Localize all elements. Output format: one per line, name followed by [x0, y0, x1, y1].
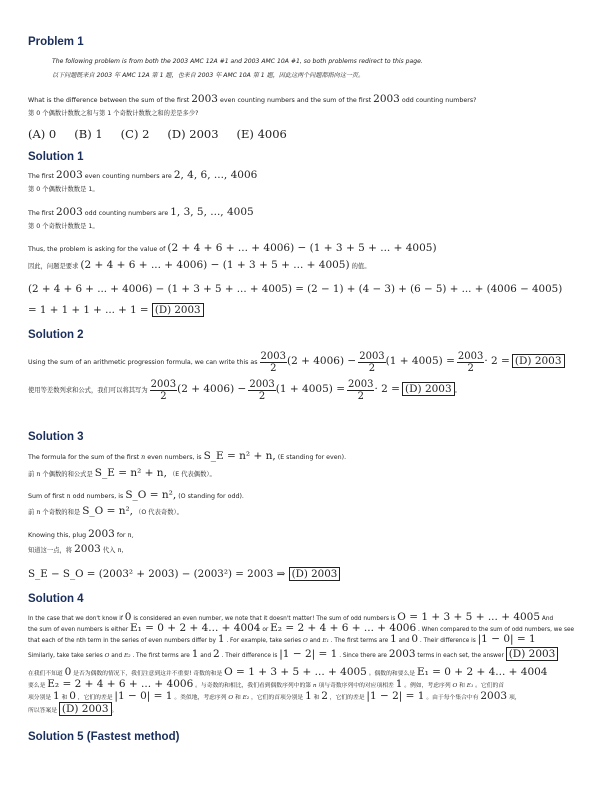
s4-text: that each of the nth term in the series of even numbers differ by	[28, 638, 216, 644]
s1-text: 的值。	[351, 263, 371, 270]
choice-b: (B) 1	[74, 127, 103, 141]
s3-var: n	[66, 493, 71, 500]
s1-answer-box: (D) 2003	[152, 303, 204, 317]
s2-answer-box: (D) 2003	[402, 382, 455, 396]
s2-line-en	[28, 348, 565, 376]
s4-text: and	[309, 638, 321, 644]
s4-text: 。偶数的和要么是	[368, 671, 416, 677]
fraction-numerator: 2003	[359, 350, 385, 362]
s4-text: 项，	[508, 695, 521, 701]
s4-text: 所以答案是	[28, 708, 57, 714]
fraction-numerator: 2003	[348, 378, 374, 390]
s4-text: terms in each set, the answer	[417, 653, 504, 659]
s4-math: 1	[395, 678, 403, 690]
s2-math: (2 + 4006) −	[286, 355, 357, 367]
question-text-c: odd counting numbers?	[401, 97, 477, 104]
s4-math: 2003	[480, 690, 508, 702]
s2-fraction	[358, 351, 385, 374]
s2-fraction	[457, 351, 484, 374]
s4-math: 0	[124, 611, 132, 623]
problem-question-zh: 第 0 个偶数计数数之和与第 1 个奇数计数数之和的差是多少?	[28, 110, 199, 117]
s4-text: the sum of even numbers is either	[28, 627, 129, 633]
s1-number: 2003	[56, 206, 83, 218]
s4-text: and	[200, 653, 212, 659]
s4-text: And	[541, 616, 554, 622]
question-number-1: 2003	[191, 93, 218, 105]
s3-math: S_E = n² + n,	[94, 467, 167, 479]
s3-answer-box: (D) 2003	[289, 567, 341, 581]
s4-text: . When compared to the sum of odd numbers, we see	[417, 627, 575, 633]
s4-text: 在我们不知道	[28, 671, 63, 677]
s4-math: E₂ = 2 + 4 + 6 + ... + 4006	[47, 678, 194, 690]
s4-text: ，它们的首项分别是	[251, 695, 304, 701]
fraction-denominator: 2	[368, 362, 376, 374]
s4-math: O	[452, 683, 458, 689]
s2-math: (2 + 4006) −	[177, 383, 247, 395]
s4-math: n	[312, 683, 317, 689]
s1-line-1	[28, 171, 257, 181]
s4-para-en-3	[28, 635, 536, 646]
s4-text: 和	[313, 695, 320, 701]
s3-number: 2003	[74, 543, 101, 555]
s4-para-zh-4	[28, 703, 117, 718]
s4-math: E₂ = 2 + 4 + 6 + ... + 4006	[270, 622, 417, 634]
s1-equation-2	[28, 304, 204, 317]
s3-text: 前	[28, 509, 35, 516]
s4-math: O = 1 + 3 + 5 + ... + 4005	[224, 666, 367, 678]
s4-math: E₁ = 0 + 2 + 4... + 4004	[416, 666, 548, 678]
s2-fraction	[347, 379, 374, 402]
s3-line-2-zh	[28, 507, 183, 517]
solution-1-title: Solution 1	[28, 151, 84, 163]
s3-eq-text: S_E − S_O = (2003² + 2003) − (2003²) = 2003 ⇒	[28, 568, 286, 580]
s4-math: E₂	[123, 653, 131, 659]
s4-text: 要么是	[28, 683, 46, 689]
s3-text: Knowing this, plug	[28, 532, 87, 539]
s2-fraction	[248, 379, 275, 402]
s2-math: · 2 =	[374, 383, 400, 395]
s1-text: even counting numbers are	[84, 173, 172, 180]
s1-math: 1, 3, 5, ..., 4005	[170, 206, 254, 218]
s3-math: S_E = n² + n,	[203, 450, 276, 462]
s1-eq-text: = 1 + 1 + 1 + ... + 1 =	[28, 304, 149, 316]
s3-var: n,	[127, 532, 134, 539]
s4-text: . Since there are	[339, 653, 387, 659]
s4-math: |1 − 2| = 1	[279, 648, 338, 660]
s3-text: （E 代表偶数）。	[168, 471, 216, 478]
s4-text: 。与奇数的和相比，我们看到偶数序列中的第	[195, 683, 312, 689]
s3-text: 前	[28, 471, 35, 478]
s4-text: Similarly, take take series	[28, 653, 103, 659]
s3-text: 代入	[102, 547, 116, 554]
s4-math: O	[302, 638, 308, 644]
s4-text: 和	[459, 683, 465, 689]
s4-text: In the case that we don't know if	[28, 616, 123, 622]
fraction-denominator: 2	[467, 362, 474, 374]
s3-var: n	[36, 509, 41, 516]
s3-line-3-zh	[28, 545, 128, 555]
s3-math: S_O = n²,	[125, 489, 177, 501]
s3-text: The formula for the sum of the first	[28, 454, 140, 461]
s4-text: 。它们的首	[475, 683, 505, 689]
fraction-denominator: 2	[357, 390, 364, 402]
s1-line-2	[28, 208, 254, 218]
s1-text: Thus, the problem is asking for the value of	[28, 246, 166, 253]
s4-text: ，它们的差是	[77, 695, 113, 701]
s1-line-1-zh: 第 0 个偶数计数数是 1。	[28, 186, 99, 193]
s1-line-3-zh	[28, 261, 371, 271]
s4-math: E₁	[466, 683, 474, 689]
s4-text: . Their difference is	[221, 653, 278, 659]
s4-text: 是否为偶数的情况下，我们注意到这并不重要! 奇数的和是	[73, 671, 223, 677]
s3-text: 个偶数的和公式是	[42, 471, 93, 478]
s2-text: 使用等差数列求和公式，我们可以将其写为	[28, 387, 148, 394]
s2-fraction	[150, 379, 177, 402]
fraction-denominator: 2	[258, 390, 266, 402]
s3-line-3	[28, 530, 134, 540]
s4-answer-box: (D) 2003	[59, 702, 112, 716]
s4-math: O	[104, 653, 110, 659]
problem-note-zh: 以下问题既来自 2003 年 AMC 12A 第 1 题，也来自 2003 年 AMC 10A 第 1 题，因此这两个问题都指向这一页。	[52, 72, 365, 79]
s3-text: （O 代表奇数）。	[135, 509, 183, 516]
s1-math: (2 + 4 + 6 + ... + 4006) − (1 + 3 + 5 + ... + 4005)	[167, 242, 437, 254]
s3-text: 知道这一点，将	[28, 547, 73, 554]
s1-equation-1: (2 + 4 + 6 + ... + 4006) − (1 + 3 + 5 + ... + 4005) = (2 − 1) + (4 − 3) + (6 − 5) + ... + (4006 − 4005)	[28, 283, 563, 295]
s4-text: . The first terms are	[330, 638, 389, 644]
choice-c: (C) 2	[120, 127, 150, 141]
s4-text: 和	[61, 695, 68, 701]
s1-text: odd counting numbers are	[84, 210, 169, 217]
s3-text: for	[116, 532, 126, 539]
s4-text: is considered an even number, we note that it doesn't matter! The sum of odd numbers is	[133, 616, 396, 622]
s3-line-1-zh	[28, 469, 216, 479]
s3-line-2	[28, 491, 244, 501]
s1-text: The first	[28, 210, 55, 217]
s3-var: n，	[117, 547, 128, 554]
s3-math: S_O = n²,	[82, 505, 134, 517]
s1-line-3	[28, 244, 437, 254]
s4-text: . For example, take series	[226, 638, 302, 644]
s4-text: and	[111, 653, 123, 659]
s1-math: (2 + 4 + 6 + ... + 4006) − (1 + 3 + 5 + ... + 4005)	[80, 259, 350, 271]
s3-var: n	[141, 454, 146, 461]
s4-math: 1	[53, 690, 60, 702]
s4-text: . The first terms are	[132, 653, 190, 659]
s3-text: (E standing for even).	[277, 454, 347, 461]
s2-line-zh	[28, 376, 461, 404]
s4-text: 。例如，考虑序列	[404, 683, 451, 689]
s4-math: 2	[213, 648, 220, 660]
s4-math: 1	[217, 633, 225, 645]
s4-text: 项与奇数序列中的对应项相差	[318, 683, 394, 689]
choice-a: (A) 0	[28, 127, 57, 141]
s4-math: 2003	[388, 648, 416, 660]
s4-text: . Their difference is	[419, 638, 476, 644]
fraction-numerator: 2003	[457, 350, 484, 362]
s3-number: 2003	[88, 528, 115, 540]
s4-math: 1	[390, 633, 397, 645]
s1-text: 因此，问题是要求	[28, 263, 79, 270]
s4-para-zh-2	[28, 680, 504, 691]
answer-choices	[28, 127, 305, 141]
problem-question-en	[28, 95, 476, 105]
s4-math: O	[228, 695, 234, 701]
s2-math: (1 + 4005) =	[385, 355, 455, 367]
s4-math: E₁ = 0 + 2 + 4... + 4004	[129, 622, 261, 634]
s4-text: 。	[111, 708, 118, 714]
s3-line-1	[28, 452, 346, 462]
s4-math: 2	[321, 690, 328, 702]
s3-var: n	[36, 471, 41, 478]
solution-4-title: Solution 4	[28, 593, 84, 605]
s4-math: |1 − 0| = 1	[114, 690, 173, 702]
s1-number: 2003	[56, 169, 83, 181]
s4-text: or	[262, 627, 269, 633]
question-number-2: 2003	[373, 93, 400, 105]
s4-math: E₂	[242, 695, 250, 701]
s1-math: 2, 4, 6, ..., 4006	[173, 169, 258, 181]
question-text-a: What is the difference between the sum of the first	[28, 97, 190, 104]
s4-para-en-4	[28, 648, 558, 663]
s3-text: odd numbers, is	[72, 493, 124, 500]
s4-text: ，它们的差是	[329, 695, 365, 701]
s2-math: (1 + 4005) =	[275, 383, 346, 395]
s3-text: even numbers, is	[147, 454, 202, 461]
choice-d: (D) 2003	[167, 127, 219, 141]
s4-answer-box: (D) 2003	[506, 647, 559, 661]
s4-math: E₁	[322, 638, 329, 644]
fraction-denominator: 2	[270, 362, 277, 374]
s4-text: 项分别是	[28, 695, 52, 701]
fraction-denominator: 2	[160, 390, 167, 402]
s4-math: 0	[69, 690, 76, 702]
s4-math: |1 − 2| = 1	[366, 690, 425, 702]
s4-math: 0	[64, 666, 72, 678]
s4-math: 1	[191, 648, 199, 660]
solution-3-title: Solution 3	[28, 431, 84, 443]
s4-text: and	[398, 638, 410, 644]
s3-text: 个奇数的和是	[42, 509, 81, 516]
s2-math: · 2 =	[484, 355, 510, 367]
s4-text: 和	[234, 695, 241, 701]
s1-line-2-zh: 第 0 个奇数计数数是 1。	[28, 223, 99, 230]
s4-text: 。由于每个集合中有	[426, 695, 479, 701]
problem-title: Problem 1	[28, 36, 84, 48]
s2-answer-box: (D) 2003	[512, 354, 565, 368]
choice-e: (E) 4006	[236, 127, 287, 141]
s3-text: Sum of first	[28, 493, 65, 500]
s4-math: 1	[305, 690, 312, 702]
s1-text: The first	[28, 173, 55, 180]
s4-math: |1 − 0| = 1	[477, 633, 536, 645]
solution-2-title: Solution 2	[28, 329, 84, 341]
fraction-numerator: 2003	[260, 350, 286, 362]
question-text-b: even counting numbers and the sum of the first	[219, 97, 372, 104]
s3-equation	[28, 568, 340, 581]
s2-text: 。	[454, 387, 461, 394]
s3-text: (O standing for odd).	[178, 493, 244, 500]
solution-5-title: Solution 5 (Fastest method)	[28, 731, 180, 743]
problem-note-en: The following problem is from both the 2003 AMC 12A #1 and 2003 AMC 10A #1, so both problems redirect to this page.	[52, 58, 423, 65]
s4-math: 0	[411, 633, 419, 645]
s4-math: O = 1 + 3 + 5 + ... + 4005	[397, 611, 541, 623]
s2-text: Using the sum of an arithmetic progression formula, we can write this as	[28, 359, 258, 366]
fraction-numerator: 2003	[150, 378, 177, 390]
s2-fraction	[260, 351, 287, 374]
fraction-numerator: 2003	[249, 378, 275, 390]
s4-text: 。类似地，考虑序列	[174, 695, 227, 701]
